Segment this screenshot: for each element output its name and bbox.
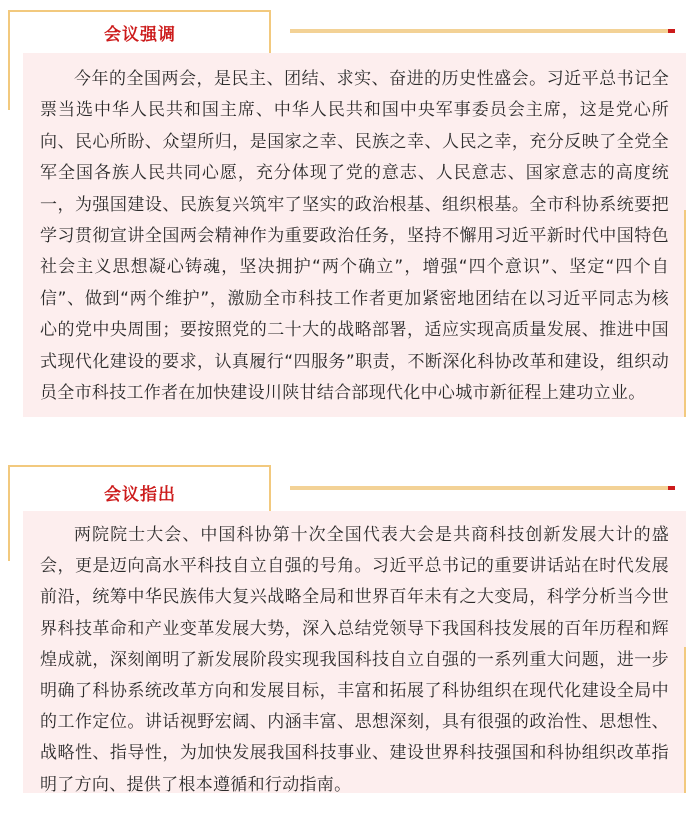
section-heading: 会议指出 [104,485,176,505]
frame-line-right [684,210,686,417]
frame-line-left [8,465,10,561]
heading-rule [290,486,668,490]
frame-line-right [684,647,686,793]
frame-line-right-short [269,10,271,53]
heading-rule [290,29,668,33]
section-heading: 会议强调 [104,25,176,45]
heading-rule-accent [668,29,675,33]
frame-line-top [8,465,270,467]
frame-line-right-short [269,465,271,511]
frame-line-left [8,10,10,110]
heading-rule-accent [668,486,675,490]
section-meeting-pointed-out [0,457,695,797]
section-body: 两院院士大会、中国科协第十次全国代表大会是共商科技创新发展大计的盛会，更是迈向高水平科技自立自强的号角。习近平总书记的重要讲话站在时代发展前沿，统筹中华民族伟大复兴战略全局和世界百年未有之大变局，科学分析当今世界科技革命和产业变革发展大势，深入总结党领导下我国科技发展的百年历程和辉煌成就，深刻阐明了新发展阶段实现我国科技自立自强的一系列重大问题，进一步明确了科协系统改革方向和发展目标，丰富和拓展了科协组织在现代化建设全局中的工作定位。讲话视野宏阔、内涵丰富、思想深刻，具有很强的政治性、思想性、战略性、指导性，为加快发展我国科技事业、建设世界科技强国和科协组织改革指明了方向、提供了根本遵循和行动指南。 [40,525,669,795]
frame-line-top [8,10,270,12]
section-body: 今年的全国两会，是民主、团结、求实、奋进的历史性盛会。习近平总书记全票当选中华人民共和国主席、中华人民共和国中央军事委员会主席，这是党心所向、民心所盼、众望所归，是国家之幸、民族之幸、人民之幸，充分反映了全党全军全国各族人民共同心愿，充分体现了党的意志、人民意志、国家意志的高度统一，为强国建设、民族复兴筑牢了坚实的政治根基、组织根基。全市科协系统要把学习贯彻宣讲全国两会精神作为重要政治任务，坚持不懈用习近平新时代中国特色社会主义思想凝心铸魂，坚决拥护“两个确立”，增强“四个意识”、坚定“四个自信”、做到“两个维护”，激励全市科技工作者更加紧密地团结在以习近平同志为核心的党中央周围；要按照党的二十大的战略部署，适应实现高质量发展、推进中国式现代化建设的要求，认真履行“四服务”职责，不断深化科协改革和建设，组织动员全市科技工作者在加快建设川陕甘结合部现代化中心城市新征程上建功立业。 [40,69,669,404]
